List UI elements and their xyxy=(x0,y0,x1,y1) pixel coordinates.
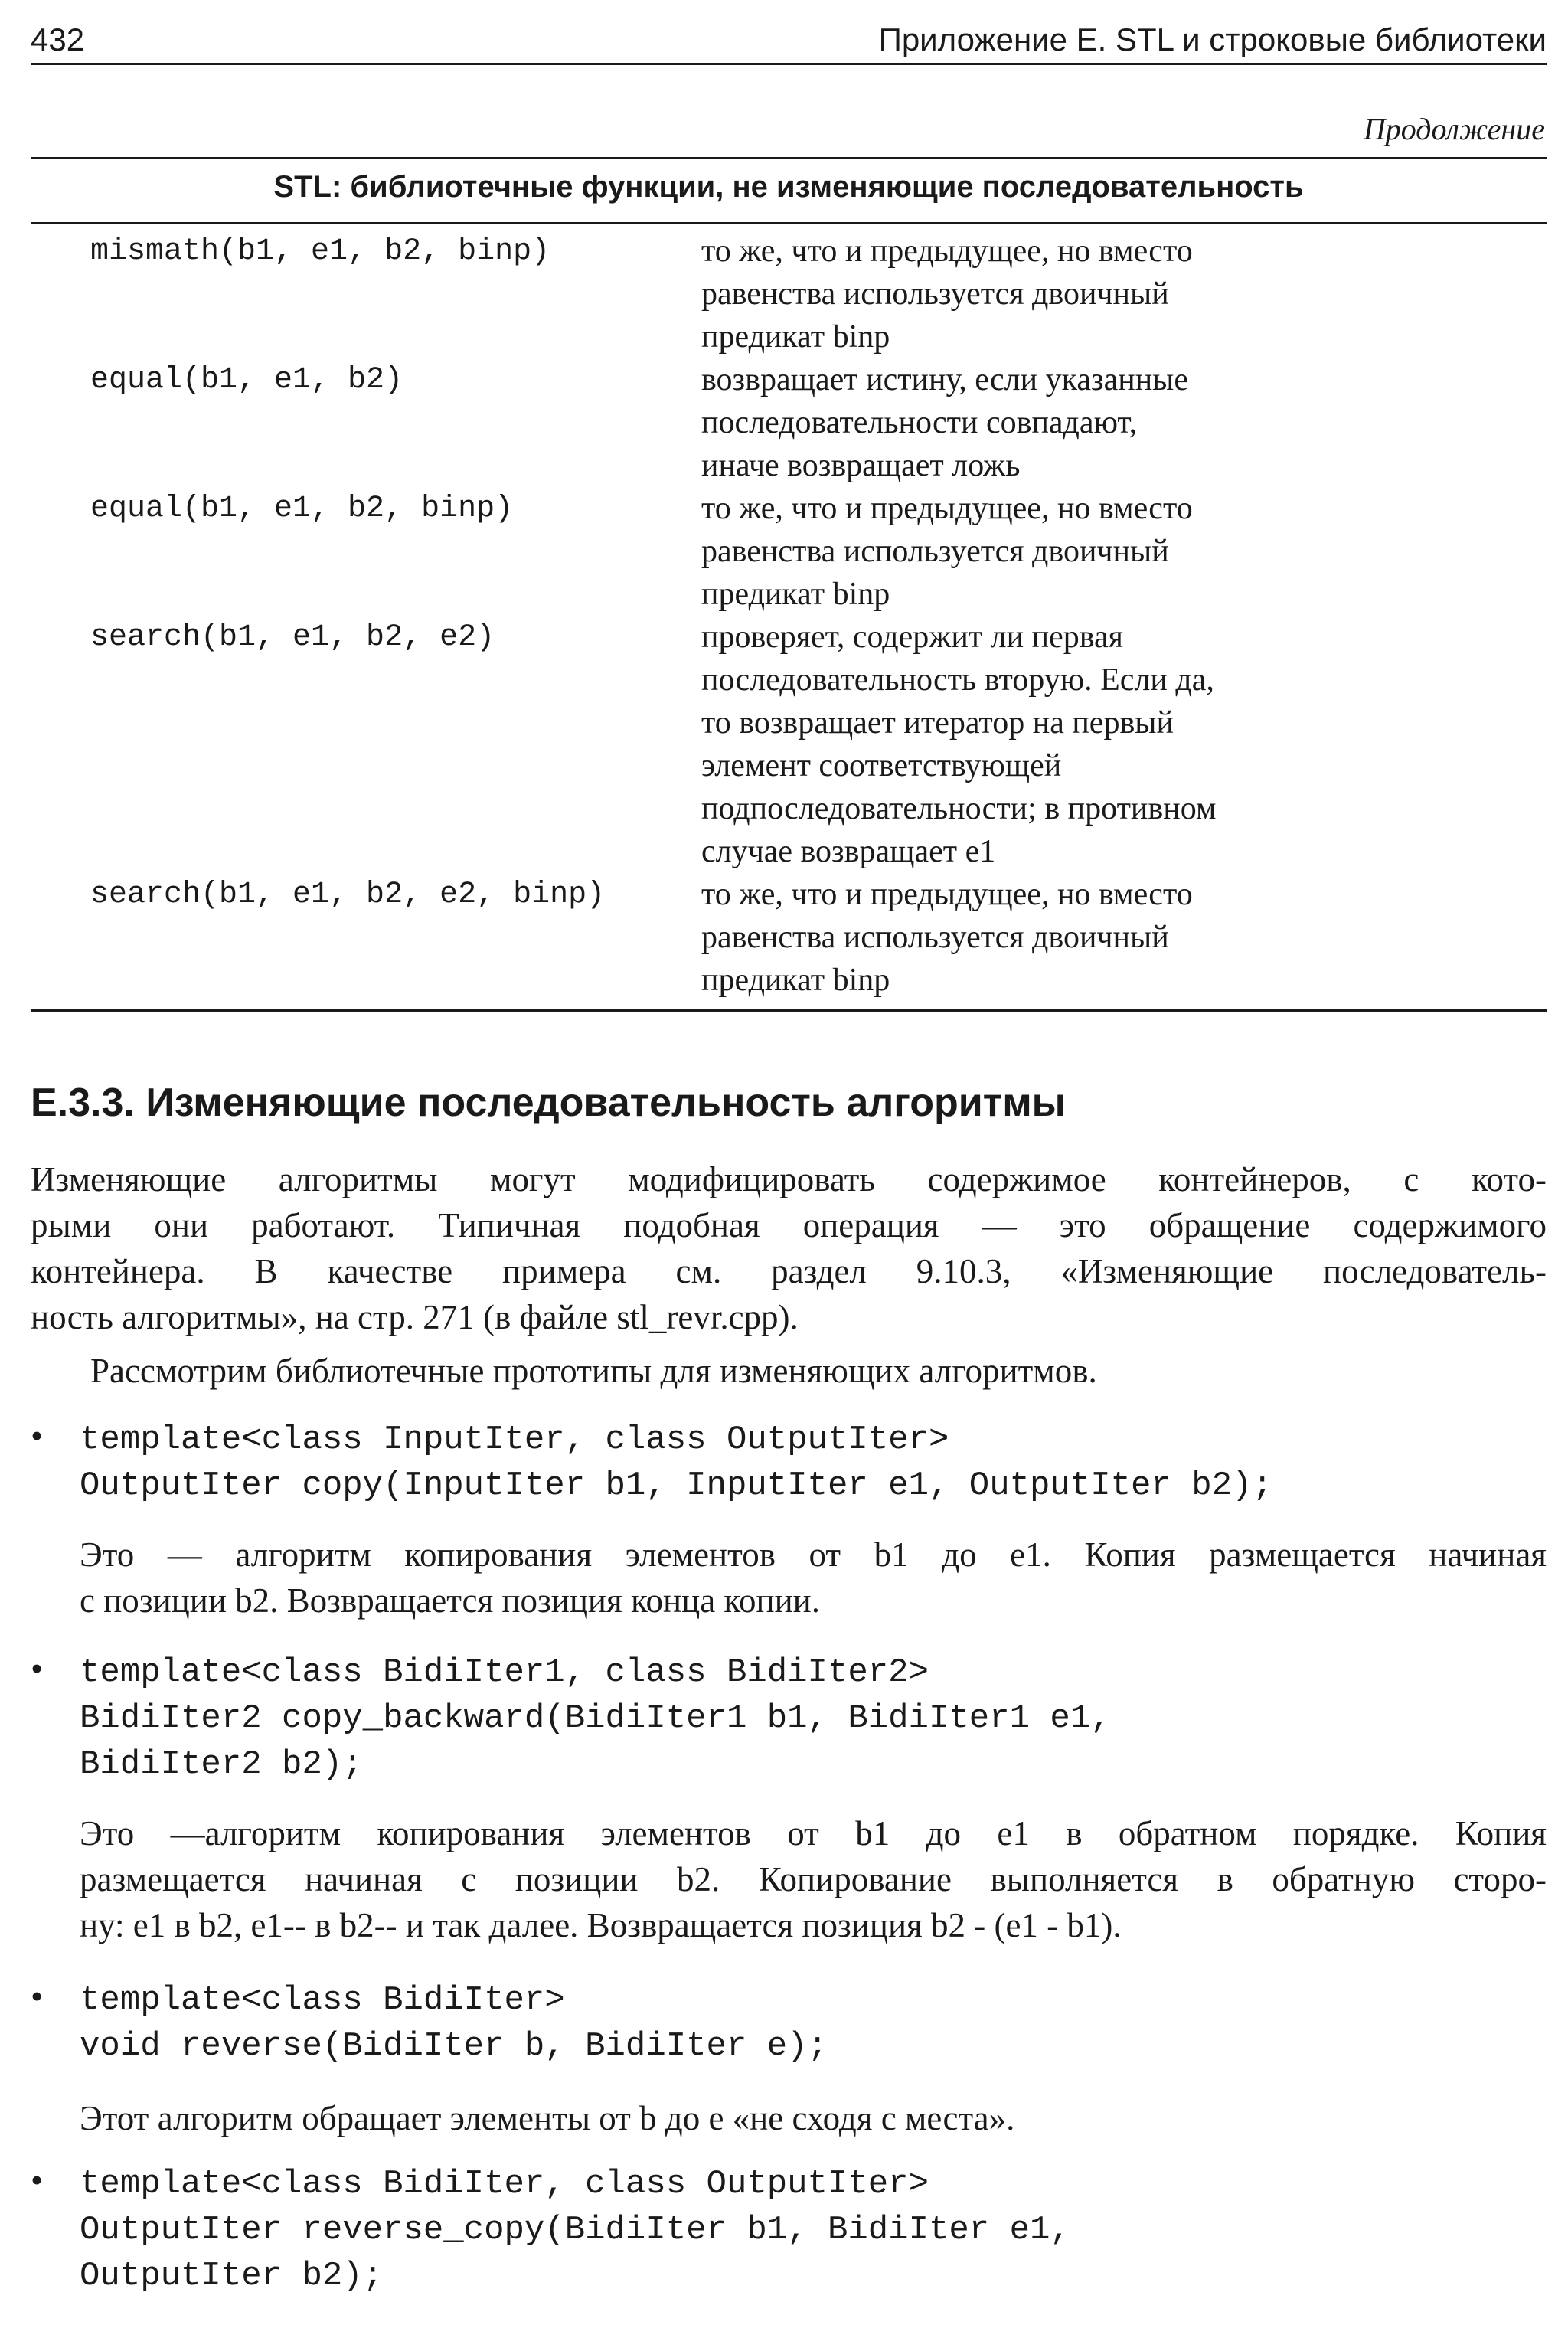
note-line: Этот алгоритм обращает элементы от b до e «не сходя с места». xyxy=(80,2099,1015,2137)
code-prototype xyxy=(80,1417,1272,1509)
code-line: void reverse(BidiIter b, BidiIter e); xyxy=(80,2027,828,2065)
function-signature: search(b1, e1, b2, e2) xyxy=(90,620,495,655)
code-line: template<class BidiIter1, class BidiIter2> xyxy=(80,1653,929,1692)
description-line: элемент соответствующей xyxy=(701,748,1062,783)
section-heading: Е.3.3. Изменяющие последовательность алгоритмы xyxy=(31,1081,1067,1125)
description-line: то же, что и предыдущее, но вместо xyxy=(701,877,1193,912)
description-line: возвращает истину, если указанные xyxy=(701,362,1189,397)
code-line: BidiIter2 b2); xyxy=(80,1745,363,1784)
note-line: ну: e1 в b2, e1-- в b2-- и так далее. Возвращается позиция b2 - (e1 - b1). xyxy=(80,1906,1122,1944)
code-line: template<class InputIter, class OutputIter> xyxy=(80,1421,949,1459)
function-signature: equal(b1, e1, b2, binp) xyxy=(90,492,514,526)
paragraph-line: Изменяющие алгоритмы могут модифицировать содержимое контейнеров, с кото- xyxy=(31,1160,1547,1198)
note-line: с позиции b2. Возвращается позиция конца копии. xyxy=(80,1581,820,1620)
description-line: подпоследовательности; в противном xyxy=(701,791,1217,826)
paragraph-line: контейнера. В качестве примера см. раздел 9.10.3, «Изменяющие последователь- xyxy=(31,1252,1547,1290)
running-title: Приложение Е. STL и строковые библиотеки xyxy=(878,21,1547,57)
lead-in-paragraph xyxy=(90,1348,1545,1394)
prototype-note xyxy=(80,1532,1547,1624)
intro-paragraph xyxy=(31,1156,1547,1340)
description-line: предикат binp xyxy=(701,577,890,612)
description-line: равенства используется двоичный xyxy=(701,534,1169,569)
description-line: предикат binp xyxy=(701,319,890,355)
description-line: равенства используется двоичный xyxy=(701,276,1169,312)
table-top-rule xyxy=(31,157,1547,159)
page-number: 432 xyxy=(31,21,85,57)
description-line: случае возвращает e1 xyxy=(701,834,996,869)
description-line: иначе возвращает ложь xyxy=(701,448,1021,483)
code-line: BidiIter2 copy_backward(BidiIter1 b1, BidiIter1 e1, xyxy=(80,1699,1111,1738)
code-prototype xyxy=(80,1650,1111,1787)
paragraph-line: рыми они работают. Типичная подобная операция — это обращение содержимого xyxy=(31,1206,1547,1244)
note-line: Это — алгоритм копирования элементов от b1 до e1. Копия размещается начиная xyxy=(80,1535,1547,1574)
note-line: размещается начиная с позиции b2. Копирование выполняется в обратную сторо- xyxy=(80,1860,1547,1898)
page-header xyxy=(31,17,1547,65)
table-bottom-rule xyxy=(31,1009,1547,1012)
code-line: template<class BidiIter, class OutputIter> xyxy=(80,2165,929,2203)
description-line: то возвращает итератор на первый xyxy=(701,705,1174,741)
function-signature: search(b1, e1, b2, e2, binp) xyxy=(90,878,606,912)
function-description xyxy=(701,873,1390,1002)
function-signature: equal(b1, e1, b2) xyxy=(90,363,403,397)
description-line: проверяет, содержит ли первая xyxy=(701,620,1123,655)
bullet-marker: • xyxy=(31,1416,44,1455)
prototype-note xyxy=(80,1810,1547,1948)
code-line: OutputIter copy(InputIter b1, InputIter e1, OutputIter b2); xyxy=(80,1467,1272,1505)
bullet-marker: • xyxy=(31,1977,44,2016)
function-description xyxy=(701,230,1390,358)
paragraph-line: ность алгоритмы», на стр. 271 (в файле stl_revr.cpp). xyxy=(31,1298,799,1336)
code-prototype xyxy=(80,2161,1070,2299)
description-line: последовательность вторую. Если да, xyxy=(701,662,1214,698)
paragraph-line: Рассмотрим библиотечные прототипы для изменяющих алгоритмов. xyxy=(90,1352,1097,1390)
bullet-marker: • xyxy=(31,2160,44,2199)
function-description xyxy=(701,616,1390,873)
description-line: равенства используется двоичный xyxy=(701,920,1169,955)
table-title: STL: библиотечные функции, не изменяющие последовательность xyxy=(273,170,1304,204)
function-description xyxy=(701,358,1390,487)
description-line: предикат binp xyxy=(701,963,890,998)
description-line: поcледовательности совпадают, xyxy=(701,405,1138,440)
code-line: OutputIter b2); xyxy=(80,2257,384,2295)
table-continued-label: Продолжение xyxy=(1363,112,1545,146)
description-line: то же, что и предыдущее, но вместо xyxy=(701,491,1193,526)
prototype-note xyxy=(80,2095,1547,2141)
note-line: Это —алгоритм копирования элементов от b1 до e1 в обратном порядке. Копия xyxy=(80,1814,1547,1852)
code-line: template<class BidiIter> xyxy=(80,1981,565,2019)
function-description xyxy=(701,487,1390,616)
description-line: то же, что и предыдущее, но вместо xyxy=(701,234,1193,269)
code-prototype xyxy=(80,1977,828,2069)
function-signature: mismath(b1, e1, b2, binp) xyxy=(90,234,550,269)
table-header-rule xyxy=(31,222,1547,224)
code-line: OutputIter reverse_copy(BidiIter b1, BidiIter e1, xyxy=(80,2211,1070,2249)
bullet-marker: • xyxy=(31,1649,44,1688)
